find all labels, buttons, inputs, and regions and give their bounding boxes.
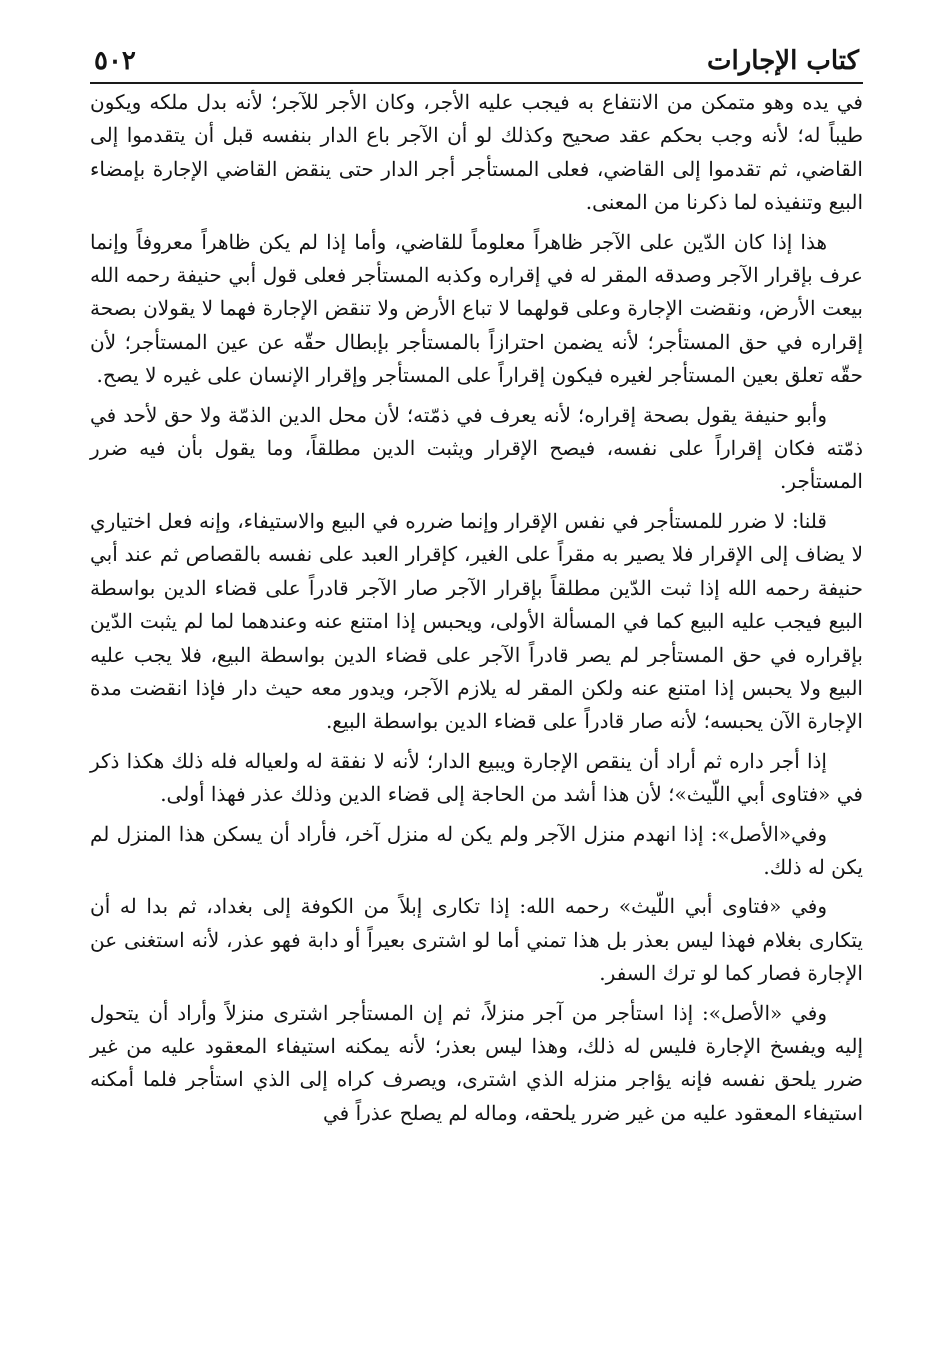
page-body — [90, 86, 863, 1130]
paragraph: وفي«الأصل»: إذا انهدم منزل الآجر ولم يكن له منزل آخر، فأراد أن يسكن هذا المنزل لم يكن له ذلك. — [90, 821, 863, 879]
page-number: ٥٠٢ — [94, 46, 136, 76]
page-header — [90, 36, 863, 76]
header-rule — [90, 82, 863, 84]
book-title: كتاب الإجارات — [707, 46, 859, 76]
paragraph: إذا أجر داره ثم أراد أن ينقص الإجارة ويبيع الدار؛ لأنه لا نفقة له ولعياله فله ذلك هكذا ذكر في «فتاوى أبي اللّيث»؛ لأن هذا أشد من الحاجة إلى قضاء الدين وذلك عذر فهذا أولى. — [90, 748, 863, 807]
paragraph: في يده وهو متمكن من الانتفاع به فيجب عليه الأجر، وكان الأجر للآجر؛ لأنه بدل ملكه ويكون طيباً له؛ لأنه وجب بحكم عقد صحيح وكذلك لو أن الآجر باع الدار بنفسه قبل أن يتقدموا إلى القاضي، ثم تقدموا إلى القاضي، فعلى المستأجر أجر الدار حتى ينقض القاضي الإجارة بإمضاء البيع وتنفيذه لما ذكرنا من المعنى. — [90, 90, 863, 215]
paragraph: وفي «الأصل»: إذا استأجر من آجر منزلاً، ثم إن المستأجر اشترى منزلاً وأراد أن يتحول إليه ويفسخ الإجارة فليس له ذلك، وهذا ليس بعذر؛ لأنه يمكنه استيفاء المعقود عليه من غير ضرر يلحق نفسه فإنه يؤاجر منزله الذي اشترى، ويصرف كراه إلى الذي استأجر فلما أمكنه استيفاء المعقود عليه من غير ضرر يلحقه، وماله لم يصلح عذراً في — [90, 1000, 863, 1125]
paragraph: وأبو حنيفة يقول بصحة إقراره؛ لأنه يعرف في ذمّته؛ لأن محل الدين الذمّة ولا حق لأحد في ذمّته فكان إقراراً على نفسه، فيصح الإقرار ويثبت الدين مطلقاً، وما يقول بأن فيه ضرر المستأجر. — [90, 402, 863, 494]
paragraph: هذا إذا كان الدّين على الآجر ظاهراً معلوماً للقاضي، وأما إذا لم يكن ظاهراً معروفاً وإنما عرف بإقرار الآجر وصدقه المقر له في إقراره وكذبه المستأجر فعلى قول أبي حنيفة رحمه الله بيعت الأرض، ونقضت الإجارة وعلى قولهما لا تباع الأرض ولا تنقض الإجارة فهما لا يقولان بصحة إقراره في حق المستأجر؛ لأنه يضمن احترازاً بالمستأجر بإبطال حقّه عن عين المستأجر؛ لأن حقّه تعلق بعين المستأجر لغيره فيكون إقراراً على المستأجر وإقرار الإنسان على غيره لا يصح. — [90, 229, 863, 388]
paragraph: وفي «فتاوى أبي اللّيث» رحمه الله: إذا تكارى إبلاً من الكوفة إلى بغداد، ثم بدا له أن يتكارى بغلام فهذا ليس بعذر بل هذا تمني أما لو اشترى بعيراً أو دابة فهو عذر، لأنه استغنى عن الإجارة فصار كما لو ترك السفر. — [90, 894, 863, 986]
paragraph: قلنا: لا ضرر للمستأجر في نفس الإقرار وإنما ضرره في البيع والاستيفاء، وإنه فعل اختياري لا يضاف إلى الإقرار فلا يصير به مقراً على الغير، كإقرار العبد على نفسه بالقصاص ثم عند أبي حنيفة رحمه الله إذا ثبت الدّين مطلقاً بإقرار الآجر صار الآجر قادراً على قضاء الدين بواسطة البيع فيجب عليه البيع كما في المسألة الأولى، ويحبس إذا امتنع عنه وعندهما لما لم يثبت الدّين بإقراره في حق المستأجر لم يصر قادراً الآجر على قضاء الدين بواسطة البيع، فلا يجب عليه البيع ولا يحبس إذا امتنع عنه ولكن المقر له يلازم الآجر، ويدور معه حيث دار فإذا انقضت مدة الإجارة الآن يحبسه؛ لأنه صار قادراً على قضاء الدين بواسطة البيع. — [90, 508, 863, 734]
